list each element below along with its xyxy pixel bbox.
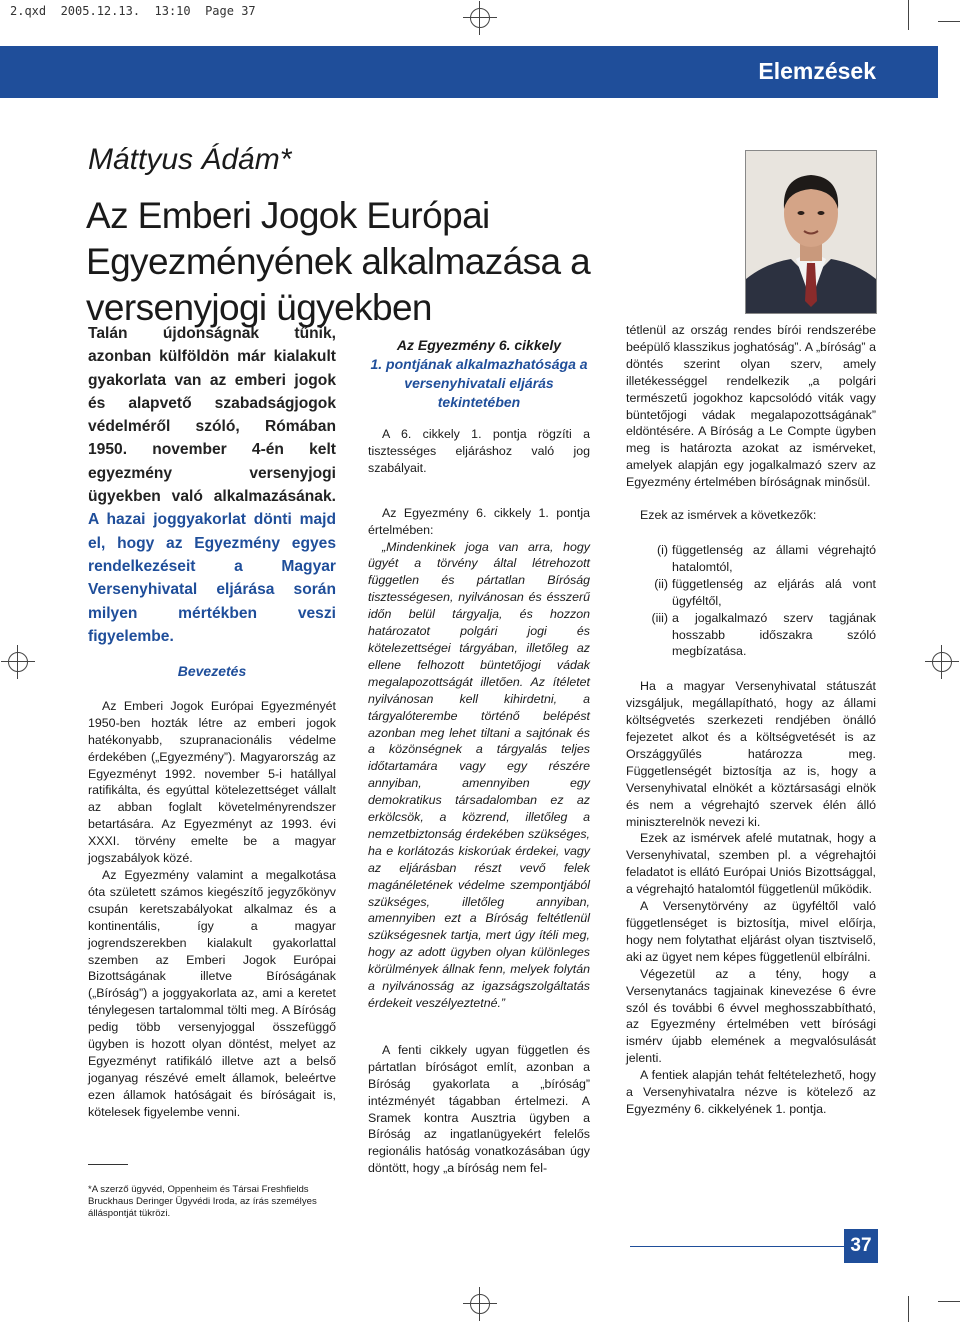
crop-mark <box>908 1296 909 1322</box>
paragraph: Az Egyezmény 6. cikkely 1. pontja értelmében: <box>368 505 590 537</box>
section-heading-introduction: Bevezetés <box>177 663 247 679</box>
registration-mark-left <box>1 645 35 679</box>
paragraph: A Versenytörvény az ügyféltől való függetlenséget is biztosítja, mivel előírja, hogy nem folytathat eljárást olyan tisztviselő, aki az ügyet nem képes függetlenül elbírálni. <box>626 899 876 964</box>
list-item <box>626 610 876 661</box>
crop-mark <box>938 21 960 22</box>
list-item <box>626 542 876 576</box>
registration-mark-top <box>463 1 497 35</box>
heading-line-1: Az Egyezmény 6. cikkely <box>396 337 562 353</box>
registration-mark-bottom <box>463 1287 497 1321</box>
section-header-band <box>0 46 938 98</box>
print-slug: 2.qxd 2005.12.13. 13:10 Page 37 <box>10 4 256 18</box>
registration-mark-right <box>925 645 959 679</box>
page-number-rule <box>630 1246 844 1247</box>
list-item-number: (ii) <box>654 576 668 591</box>
paragraph: A fentiek alapján tehát feltételezhető, hogy a Versenyhivatalra nézve is kötelező az Egyezmény 6. cikkelyének 1. pontja. <box>626 1068 876 1116</box>
column-2-body <box>368 336 590 1177</box>
article-author: Máttyus Ádám* <box>88 143 292 176</box>
lead-text-part2: A hazai joggyakorlat dönti majd el, hogy az Egyezmény egyes rendelkezéseit a Magyar Versenyhivatal eljárása során milyen mértékben veszi figyelembe. <box>88 511 336 645</box>
paragraph: Az Emberi Jogok Európai Egyezményét 1950-ben hozták létre az emberi jogok hatékonyabb, szupranacionális védelme érdekében („Egyezmény”). Magyarország az Egyezményt 1992. november 5-i hatállyal ratifikálta, és egyúttal kötelezettséget vállalt az abban foglalt követelményrendszer betartására. Az Egyezményt az 1993. évi XXXI. törvény emelte be a magyar jogszabályok közé. <box>88 698 336 866</box>
paragraph: Ezek az ismérvek afelé mutatnak, hogy a Versenyhivatal, szemben pl. a végrehajtói feladatot is ellátó Európai Uniós Bizottsággal, a végrehajtó hatalomtól függetlenül működik. <box>626 831 876 897</box>
paragraph: Ha a magyar Versenyhivatal státuszát vizsgáljuk, megállapítható, hogy az állami költségvetés szerkezeti rendjében önálló fejezetet alkot és a költségvetését is az Országgyűlés határozza meg. Függetlenségét biztosítja az is, hogy a Versenyhivatal elnökét a köztársasági elnök és nem a végrehajtó szervek élén álló miniszterelnök nevezi ki. <box>626 679 876 829</box>
list-item-number: (i) <box>656 542 668 557</box>
list-item <box>626 576 876 610</box>
article-title: Az Emberi Jogok Európai Egyezményének alkalmazása a versenyjogi ügyekben <box>86 195 591 328</box>
footnote-rule <box>88 1164 128 1165</box>
column-1-body <box>88 663 336 1121</box>
paragraph: Az Egyezmény valamint a megalkotása óta született számos kiegészítő jegyzőkönyv csupán keretszabályokat alkalmaz és a kontinentális, így a magyar jogrendszerekben kialakult gyakorlattal szemben az Emberi Jogok Európai Bizottságának illetve Bíróságának („Bíróság”) a joggyakorlata az, ami a keretet ténylegesen tartalommal tölti meg. A Bíróság pedig több versenyjoggal összefüggő ügyben is hozott olyan döntést, melyet az Egyezményt ratifikáló illetve azt a belső joganyag részévé emelt államok, beleértve ezen államok hatóságait és bíróságait is, kötelesek figyelembe venni. <box>88 867 336 1119</box>
paragraph: Végezetül az a tény, hogy a Versenytanács tagjainak kinevezése 6 évre szól és további 6 évvel meghosszabbítható, az Egyezmény értelmében vett bírósági ismérv újabb elemének a megvalósulását jelenti. <box>626 966 876 1066</box>
footnote: *A szerző ügyvéd, Oppenheim és Társai Freshfields Bruckhaus Deringer Ügyvédi Iroda, az írás személyes álláspontját tükrözi. <box>88 1184 317 1219</box>
section-label: Elemzések <box>758 58 876 84</box>
quote-article6: „Mindenkinek joga van arra, hogy ügyét a törvény által létrehozott független és pártatlan Bíróság tisztességesen, nyilvánosan és ésszerű időn belül tárgyalja, és hozzon határozatot polgári jogi és kötelezettségei tárgyában, illetőleg az ellene felhozott büntetőjogi vádak megalapozottságát illetően. Az ítéletet nyilvánosan kell kihirdetni, a tárgyalóterembe történő belépést azonban meg lehet tiltani a sajtónak és a közönségnek a tárgyalás teljes időtartamára vagy egy részére annyiban, amennyiben egy demokratikus társadalomban ez az erkölcsök, a közrend, illetőleg a nemzetbiztonság érdekében szükséges, ha e korlátozás kiskorúak érdekei, vagy az eljárásban részt vevő felek magánéletének védelme szempontjából szükséges, illetőleg annyiban, amennyiben ezt a Bíróság feltétlenül szükségesnek tartja, mert úgy ítéli meg, hogy az adott ügyben olyan különleges körülmények állnak fenn, melyek folytán a nyilvánosság az igazságszolgáltatás érdekeit veszélyeztetné.” <box>368 539 590 1010</box>
list-item-text: függetlenség az állami végrehajtó hatalomtól, <box>672 542 876 574</box>
criteria-list <box>626 542 876 660</box>
paragraph: A 6. cikkely 1. pontja rögzíti a tisztességes eljáráshoz való jog szabályait. <box>368 427 590 475</box>
page-number: 37 <box>844 1229 878 1263</box>
list-item-text: függetlenség az eljárás alá vont ügyféltől, <box>672 576 876 608</box>
crop-mark <box>938 1301 960 1302</box>
paragraph: tétlenül az ország rendes bírói rendszerébe beépülő klasszikus joghatóság”. A „bíróság” a döntés szerint olyan szerv, amely illetékességgel rendelkezik „a polgári természetű jogokhoz kapcsolódó viták vagy büntetőjogi vádak megalapozottságának” eldöntésére. A Bíróság a Le Compte ügyben meg is határozta azokat az ismérveket, amelyek alapján egy jogalkalmazó szerv az Egyezmény értelmében bíróságnak minősül. <box>626 323 876 490</box>
heading-line-2: 1. pontjának alkalmazhatósága a versenyhivatali eljárás tekintetében <box>370 356 588 410</box>
list-item-text: a jogalkalmazó szerv tagjának hosszabb időszakra szóló megbízatása. <box>672 610 876 659</box>
paragraph: Ezek az ismérvek a következők: <box>640 508 817 523</box>
section-heading-article6 <box>368 336 590 412</box>
list-item-number: (iii) <box>651 610 668 625</box>
column-3-body <box>626 322 876 1118</box>
paragraph: A fenti cikkely ugyan független és pártatlan bíróságot említ, azonban a Bíróság gyakorlata a „bíróság” intézményét tágabban értelmezi. A Sramek kontra Ausztria ügyben a Bíróság az ingatlanügyekért felelős regionális hatóság vonatkozásában úgy döntött, hogy „a bíróság nem fel- <box>368 1042 590 1176</box>
article-lead <box>88 322 336 648</box>
portrait-illustration <box>746 151 876 313</box>
lead-text-part1: Talán újdonságnak tűnik, azonban külföldön már kialakult gyakorlata van az emberi jogok és alapvető szabadságjogok védelméről szóló, Rómában 1950. november 4-én kelt egyezmény versenyjogi ügyekben való alkalmazásának. <box>88 325 336 506</box>
crop-mark <box>908 0 909 30</box>
author-portrait <box>745 150 877 314</box>
